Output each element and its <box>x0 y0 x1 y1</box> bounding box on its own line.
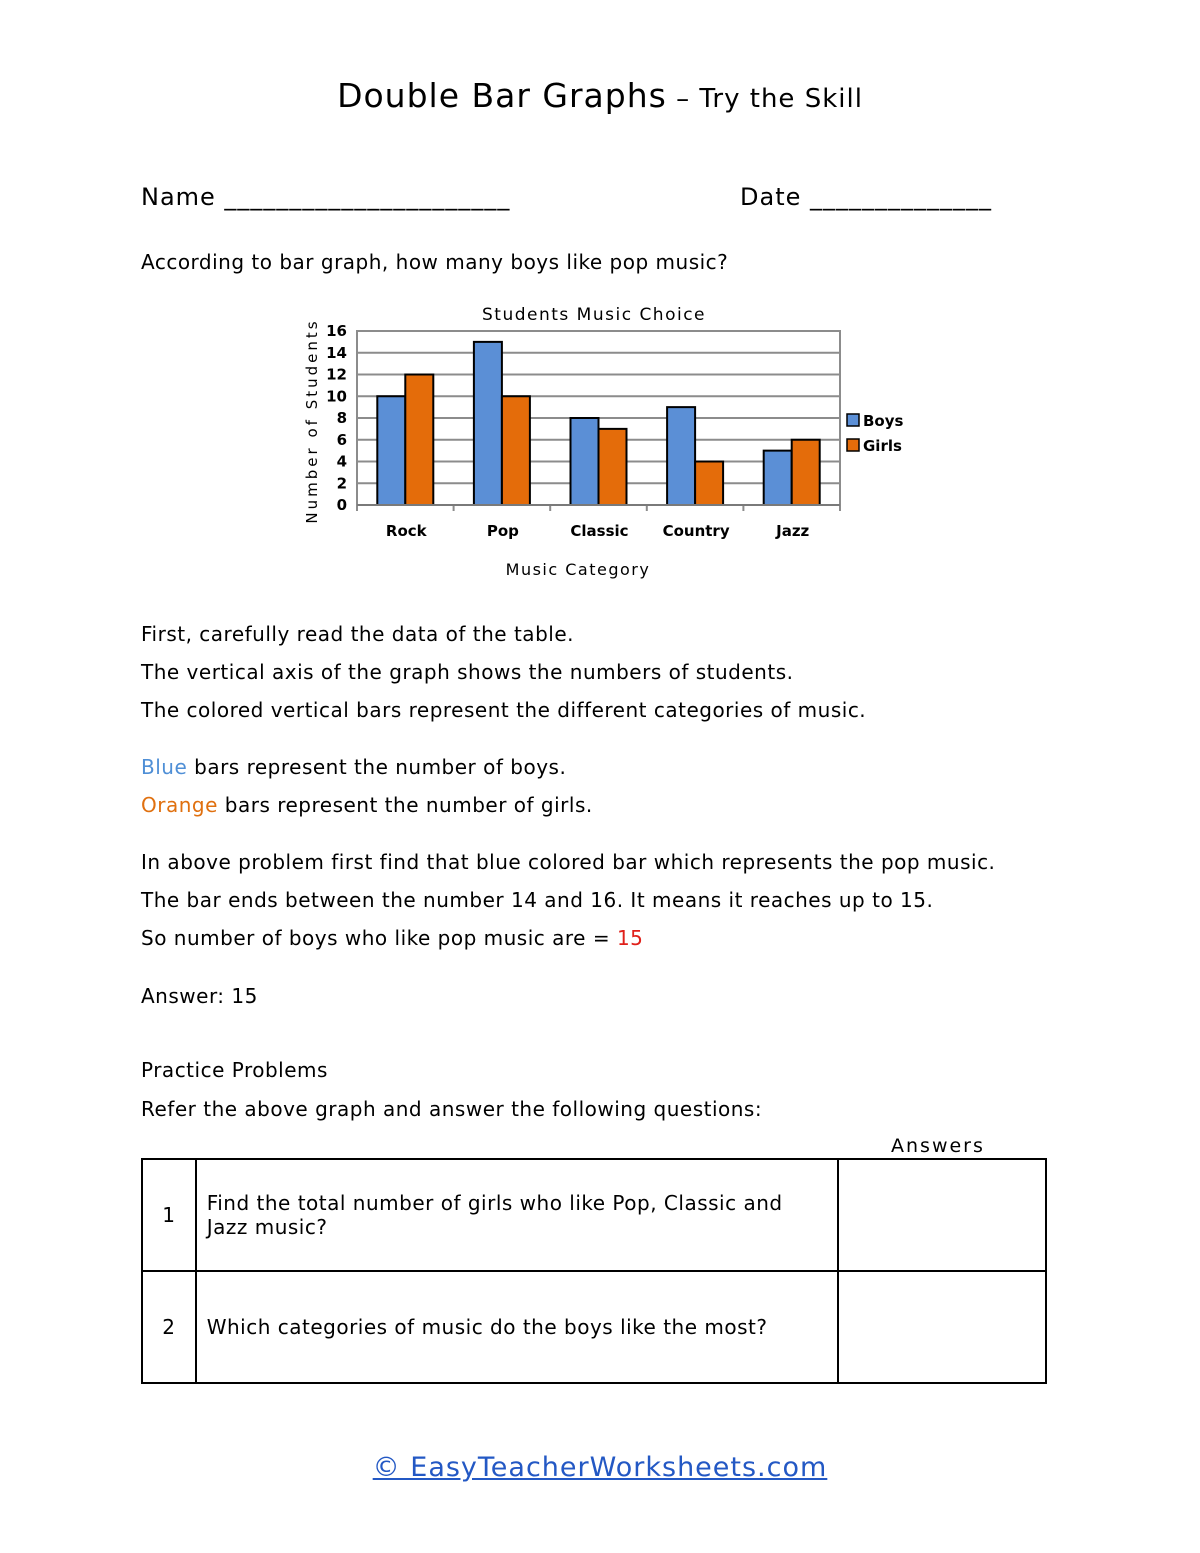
bar-boys-rock <box>377 396 405 505</box>
bar-girls-classic <box>599 429 627 505</box>
x-tick-label: Country <box>662 522 730 540</box>
bar-chart <box>290 296 930 596</box>
footer <box>0 1452 1200 1483</box>
row-question: Which categories of music do the boys like the most? <box>196 1271 838 1383</box>
explanation-line-1: First, carefully read the data of the table. <box>141 622 574 646</box>
orange-word: Orange <box>141 793 218 817</box>
footer-link[interactable]: © EasyTeacherWorksheets.com <box>372 1452 828 1483</box>
x-tick-label: Classic <box>570 522 629 540</box>
bar-girls-country <box>695 462 723 506</box>
row-number: 1 <box>142 1159 196 1271</box>
title-sub: – Try the Skill <box>666 84 863 114</box>
bar-girls-pop <box>502 396 530 505</box>
bar-boys-country <box>667 407 695 505</box>
answers-header: Answers <box>891 1135 985 1157</box>
answer-text: Answer: 15 <box>141 984 258 1008</box>
date-field[interactable]: Date ______________ <box>740 183 992 211</box>
explanation-line-3: The colored vertical bars represent the different categories of music. <box>141 698 867 722</box>
table-row <box>142 1271 1046 1383</box>
row-question: Find the total number of girls who like Pop, Classic and Jazz music? <box>196 1159 838 1271</box>
legend-swatch-girls <box>847 439 859 451</box>
explanation-line-2: The vertical axis of the graph shows the numbers of students. <box>141 660 794 684</box>
chart-title: Students Music Choice <box>481 305 707 325</box>
bar-boys-classic <box>571 418 599 505</box>
blue-rest: bars represent the number of boys. <box>187 755 567 779</box>
y-tick-label: 4 <box>336 452 347 471</box>
title-main: Double Bar Graphs <box>337 76 667 115</box>
x-tick-label: Jazz <box>776 522 810 540</box>
table-row <box>142 1159 1046 1271</box>
answer-cell[interactable] <box>838 1159 1046 1271</box>
y-tick-label: 10 <box>326 387 347 406</box>
answer-cell[interactable] <box>838 1271 1046 1383</box>
legend-label-boys: Boys <box>863 412 904 430</box>
y-tick-label: 0 <box>336 496 347 514</box>
bar-boys-jazz <box>764 451 792 505</box>
x-tick-label: Rock <box>385 522 427 540</box>
explanation-line-6: In above problem first find that blue colored bar which represents the pop music. <box>141 850 996 874</box>
explanation-line-8 <box>141 926 643 950</box>
line8-text: So number of boys who like pop music are = <box>141 926 617 950</box>
y-tick-label: 12 <box>326 365 347 384</box>
orange-rest: bars represent the number of girls. <box>217 793 593 817</box>
y-tick-label: 14 <box>326 343 347 362</box>
bar-boys-pop <box>474 342 502 505</box>
page-title <box>0 76 1200 115</box>
bar-girls-rock <box>405 375 433 506</box>
x-tick-label: Pop <box>486 522 519 540</box>
question-text: According to bar graph, how many boys like pop music? <box>141 250 729 274</box>
legend-label-girls: Girls <box>863 437 902 455</box>
chart-xlabel: Music Category <box>505 560 651 579</box>
y-tick-label: 16 <box>326 322 347 340</box>
practice-heading: Practice Problems <box>141 1058 328 1082</box>
legend-swatch-boys <box>847 414 859 426</box>
chart-ylabel: Number of Students <box>303 318 321 524</box>
bar-girls-jazz <box>792 440 820 505</box>
practice-instruction: Refer the above graph and answer the following questions: <box>141 1097 763 1121</box>
y-tick-label: 6 <box>336 430 347 449</box>
practice-table <box>141 1158 1047 1384</box>
name-field[interactable]: Name ______________________ <box>141 183 511 211</box>
blue-bars-line <box>141 755 566 779</box>
row-number: 2 <box>142 1271 196 1383</box>
orange-bars-line <box>141 793 593 817</box>
y-tick-label: 2 <box>336 474 347 493</box>
y-tick-label: 8 <box>336 409 347 427</box>
explanation-line-7: The bar ends between the number 14 and 16. It means it reaches up to 15. <box>141 888 934 912</box>
blue-word: Blue <box>141 755 188 779</box>
line8-value: 15 <box>616 926 644 950</box>
